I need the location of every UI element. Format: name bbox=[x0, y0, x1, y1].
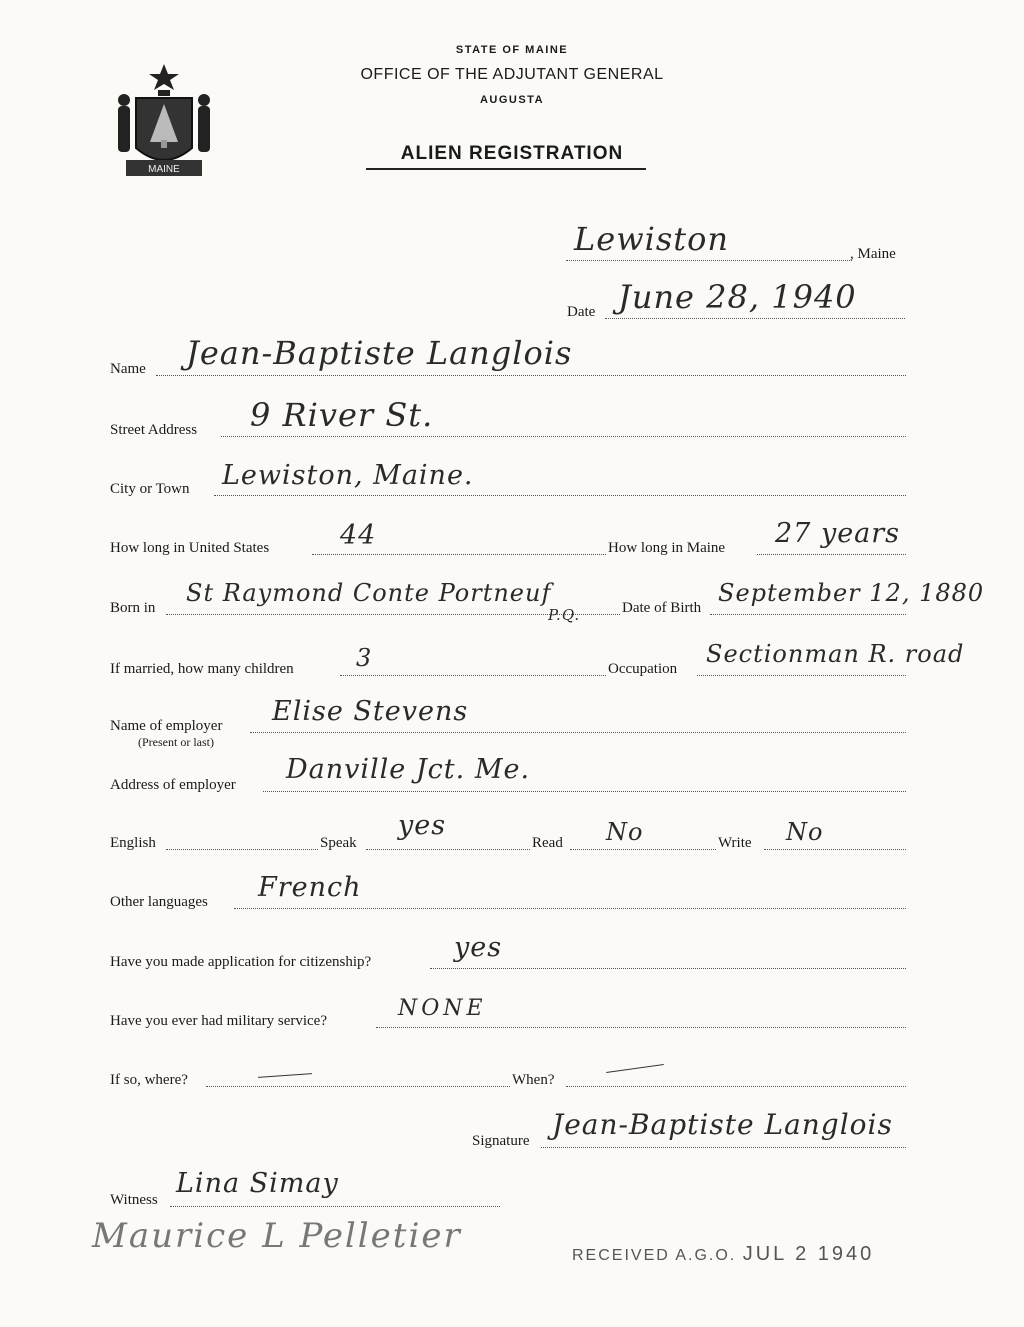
date-label: Date bbox=[567, 304, 596, 320]
seal-label: MAINE bbox=[148, 164, 180, 175]
title-underline bbox=[366, 168, 646, 170]
where-dash bbox=[258, 1073, 312, 1078]
place-value: Lewiston bbox=[574, 220, 729, 258]
witness-line bbox=[170, 1206, 500, 1207]
received-stamp bbox=[572, 1243, 874, 1266]
street-label: Street Address bbox=[110, 422, 198, 438]
city-town-value: Lewiston, Maine. bbox=[222, 460, 474, 491]
name-label: Name bbox=[110, 361, 146, 377]
dob-label: Date of Birth bbox=[622, 600, 702, 616]
english-line bbox=[166, 849, 318, 850]
stamp-prefix: RECEIVED A.G.O. bbox=[572, 1247, 737, 1264]
occupation-label: Occupation bbox=[608, 661, 678, 677]
occupation-line bbox=[697, 675, 906, 676]
name-line bbox=[156, 375, 906, 376]
citizenship-value: yes bbox=[454, 932, 503, 963]
other-languages-label: Other languages bbox=[110, 894, 208, 910]
name-value: Jean-Baptiste Langlois bbox=[186, 334, 573, 372]
read-label: Read bbox=[532, 835, 563, 851]
speak-label: Speak bbox=[320, 835, 357, 851]
form-title: ALIEN REGISTRATION bbox=[400, 143, 624, 164]
occupation-value: Sectionman R. road bbox=[706, 640, 965, 668]
employer-address-value: Danville Jct. Me. bbox=[286, 754, 531, 785]
how-long-us-label: How long in United States bbox=[110, 540, 270, 556]
place-line bbox=[566, 260, 852, 261]
write-value: No bbox=[786, 818, 824, 846]
employer-value: Elise Stevens bbox=[272, 696, 469, 727]
children-value: 3 bbox=[356, 644, 373, 672]
children-label: If married, how many children bbox=[110, 661, 294, 677]
citizenship-line bbox=[430, 968, 906, 969]
signature-label: Signature bbox=[472, 1133, 530, 1149]
stamp-date: JUL 2 1940 bbox=[742, 1243, 875, 1265]
write-label: Write bbox=[718, 835, 752, 851]
city-town-label: City or Town bbox=[110, 481, 190, 497]
children-line bbox=[340, 675, 606, 676]
read-line bbox=[570, 849, 716, 850]
signature-value: Jean-Baptiste Langlois bbox=[552, 1108, 893, 1141]
city-town-line bbox=[214, 495, 906, 496]
how-long-maine-line bbox=[757, 554, 906, 555]
state-heading: STATE OF MAINE bbox=[455, 44, 569, 56]
signature-line bbox=[541, 1147, 906, 1148]
street-value: 9 River St. bbox=[250, 396, 434, 434]
office-heading: OFFICE OF THE ADJUTANT GENERAL bbox=[360, 66, 664, 83]
english-label: English bbox=[110, 835, 156, 851]
dob-line bbox=[710, 614, 906, 615]
how-long-maine-value: 27 years bbox=[775, 518, 901, 549]
other-languages-line bbox=[234, 908, 906, 909]
where-label: If so, where? bbox=[110, 1072, 188, 1088]
witness-label: Witness bbox=[110, 1192, 158, 1208]
employer-note: (Present or last) bbox=[138, 735, 214, 749]
military-line bbox=[376, 1027, 906, 1028]
city-heading: AUGUSTA bbox=[479, 94, 545, 106]
born-in-value: St Raymond Conte Portneuf bbox=[186, 579, 552, 607]
speak-line bbox=[366, 849, 530, 850]
dob-value: September 12, 1880 bbox=[718, 579, 985, 607]
employer-address-label: Address of employer bbox=[110, 777, 236, 793]
when-dash bbox=[606, 1064, 664, 1073]
date-line bbox=[605, 318, 905, 319]
employer-line bbox=[250, 732, 906, 733]
other-languages-value: French bbox=[258, 872, 362, 903]
write-line bbox=[764, 849, 906, 850]
date-value: June 28, 1940 bbox=[618, 278, 857, 316]
street-line bbox=[221, 436, 906, 437]
born-in-note: P.Q. bbox=[548, 606, 581, 624]
where-line bbox=[206, 1086, 510, 1087]
military-value: NONE bbox=[398, 996, 487, 1021]
how-long-maine-label: How long in Maine bbox=[608, 540, 726, 556]
how-long-us-value: 44 bbox=[340, 520, 377, 551]
military-label: Have you ever had military service? bbox=[110, 1013, 327, 1029]
speak-value: yes bbox=[398, 810, 447, 841]
maine-label: , Maine bbox=[850, 246, 896, 262]
employer-label: Name of employer bbox=[110, 718, 223, 734]
countersignature: Maurice L Pelletier bbox=[92, 1216, 462, 1256]
citizenship-label: Have you made application for citizenship? bbox=[110, 954, 372, 970]
born-in-label: Born in bbox=[110, 600, 156, 616]
when-line bbox=[566, 1086, 906, 1087]
when-label: When? bbox=[512, 1072, 555, 1088]
read-value: No bbox=[606, 818, 644, 846]
how-long-us-line bbox=[312, 554, 606, 555]
witness-value: Lina Simay bbox=[176, 1168, 339, 1199]
employer-address-line bbox=[263, 791, 906, 792]
